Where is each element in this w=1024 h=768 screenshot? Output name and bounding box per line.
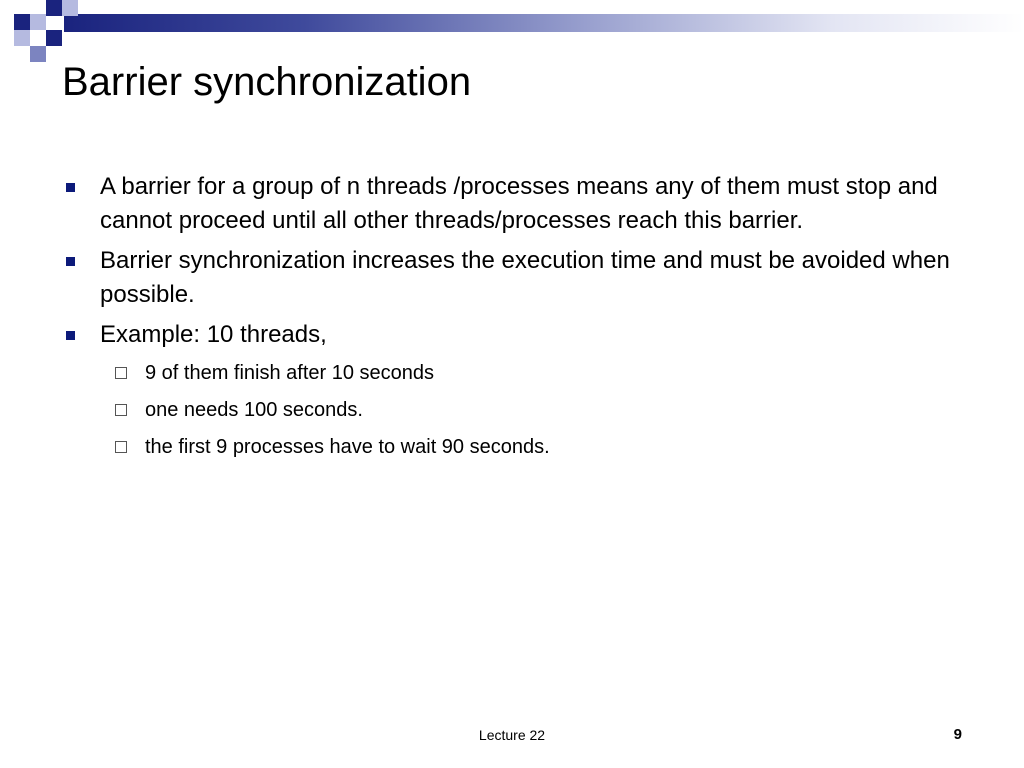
- header-gradient-band: [64, 14, 1024, 32]
- bullet-text: A barrier for a group of n threads /processes means any of them must stop and cannot proceed until all other threads/processes reach this barrier.: [100, 173, 938, 234]
- decor-square: [30, 46, 46, 62]
- bullet-item: [62, 244, 962, 312]
- bullet-text: Barrier synchronization increases the execution time and must be avoided when possible.: [100, 247, 950, 308]
- bullet-item: [62, 170, 962, 238]
- decor-square: [46, 0, 62, 16]
- footer-lecture-label: Lecture 22: [478, 727, 546, 743]
- bullet-item: [62, 318, 962, 352]
- header-decoration: [0, 0, 1024, 64]
- square-bullet-icon: [66, 257, 75, 266]
- decor-square: [46, 30, 62, 46]
- sub-bullet-item: [62, 358, 962, 388]
- slide-title: Barrier synchronization: [62, 60, 472, 104]
- hollow-square-bullet-icon: [115, 367, 127, 379]
- hollow-square-bullet-icon: [115, 404, 127, 416]
- square-bullet-icon: [66, 331, 75, 340]
- square-bullet-icon: [66, 183, 75, 192]
- hollow-square-bullet-icon: [115, 441, 127, 453]
- sub-bullet-text: 9 of them finish after 10 seconds: [145, 362, 435, 384]
- sub-bullet-item: [62, 432, 962, 462]
- sub-bullet-item: [62, 395, 962, 425]
- sub-bullet-text: the first 9 processes have to wait 90 seconds.: [145, 436, 550, 458]
- decor-square: [62, 0, 78, 16]
- decor-square: [14, 30, 30, 46]
- bullet-text: Example: 10 threads,: [100, 321, 327, 348]
- sub-bullet-text: one needs 100 seconds.: [145, 399, 363, 421]
- slide-body: [62, 170, 962, 469]
- decor-square: [30, 14, 46, 30]
- slide-page-number: 9: [953, 726, 962, 743]
- decor-square: [14, 14, 30, 30]
